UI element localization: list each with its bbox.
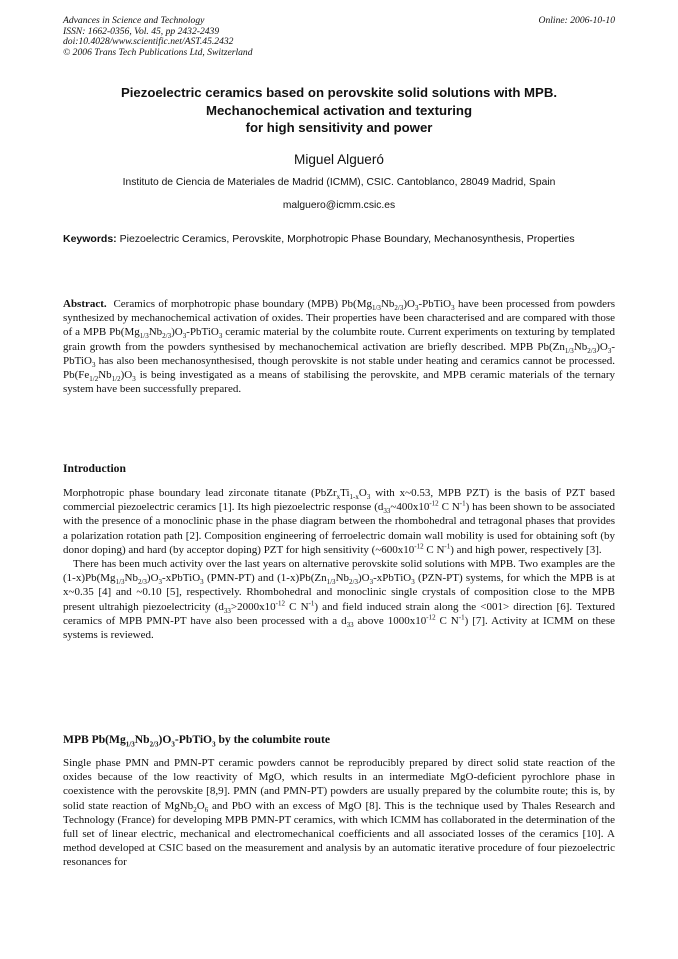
- abstract-text: -PbTiO: [186, 326, 219, 339]
- body-text: -xPbTiO: [162, 572, 201, 585]
- body-text: >2000x10: [230, 600, 276, 613]
- title-line-3: for high sensitivity and power: [245, 120, 433, 135]
- body-text: (PZN-PT) systems, for which the MPB is at x~0.35 [4] and ~0.10 [5], respectively. Rhombohedral and monoclinic single crystals of composition close to the MPB present ultrahigh piezoelectricity (d: [63, 572, 615, 613]
- subscript: 3: [182, 332, 187, 341]
- body-text: (PMN-PT) and (1-x)Pb(Zn: [203, 572, 327, 585]
- intro-paragraph-2: [63, 557, 615, 642]
- body-text: Nb: [124, 572, 138, 585]
- superscript: -12: [275, 598, 285, 607]
- subscript: 1/3: [125, 740, 135, 749]
- abstract-text: has also been mechanosynthesised, though perovskite is not stable under heating and ceramics cannot be processed. Pb(Fe: [63, 354, 615, 382]
- subscript: 3: [369, 578, 374, 587]
- author-email: malguero@icmm.csic.es: [282, 200, 396, 211]
- body-text: )O: [146, 572, 159, 585]
- body-text: and PbO with an excess of MgO [8]. This is the technique used by Thales Research and Technology (France) for developing MPB PMN-PT ceramics, with which ICMM has collaborated in the determination of the full set of linear electric, mechanical and electromechanical coefficients and all associated losses of the ceramics [10]. A method developed at CSIC based on the measurement and analysis by an automatic iterative procedure of four piezoelectric resonances for: [63, 799, 615, 869]
- subscript: 3: [91, 361, 96, 369]
- subscript: 2/3: [162, 332, 172, 341]
- subscript: 1/3: [139, 332, 149, 341]
- body-text: )O: [357, 572, 370, 585]
- abstract-text: )O: [403, 298, 415, 310]
- subscript: 1/3: [115, 578, 125, 587]
- body-text: Nb: [335, 572, 350, 585]
- body-text: C N: [435, 614, 459, 627]
- subscript: 3: [218, 332, 223, 341]
- abstract-text: )O: [171, 326, 183, 339]
- abstract-text: )O: [596, 340, 608, 353]
- abstract-text: is being investigated as a means of stabilising the perovskite, and MPB ceramic materials of the ternary system have been successfully prepared.: [63, 369, 615, 396]
- subscript: 3: [451, 304, 455, 313]
- subscript: 6: [204, 805, 209, 814]
- subscript: 3: [200, 578, 204, 587]
- body-text: ) [7]. Activity at ICMM on these systems is reviewed.: [63, 614, 616, 642]
- subscript: 3: [607, 346, 612, 355]
- subscript: 3: [212, 740, 216, 749]
- body-text: C N: [284, 600, 309, 613]
- abstract-text: ceramic material by the columbite route. Current experiments on texturing by templated grain growth from the powders synthesised by mechanochemical activation are briefly described. MPB Pb(Zn: [63, 326, 615, 353]
- abstract-label: Abstract.: [63, 298, 107, 310]
- keywords-text: Piezoelectric Ceramics, Perovskite, Morphotropic Phase Boundary, Mechanosynthesis, Properties: [119, 233, 575, 245]
- author-name: Miguel Algueró: [294, 152, 384, 167]
- intro-paragraph-1: [63, 486, 615, 557]
- heading-text: by the columbite route: [215, 733, 331, 746]
- subscript: 3: [366, 493, 371, 502]
- subscript: 3: [132, 375, 136, 384]
- doi-line: doi:10.4028/www.scientific.net/AST.45.2432: [63, 36, 234, 48]
- issn-line: ISSN: 1662-0356, Vol. 45, pp 2432-2439: [63, 25, 220, 37]
- subscript: 1/2: [89, 375, 99, 384]
- body-text: There has been much activity over the last years on alternative perovskite solid solutions with MPB. Two examples are the (1-x)Pb(Mg: [63, 558, 615, 585]
- abstract-text: Nb: [148, 326, 163, 339]
- subscript: x: [336, 493, 341, 502]
- keywords-label: Keywords:: [63, 233, 117, 245]
- subscript: 2/3: [587, 346, 597, 355]
- abstract-text: Nb: [98, 369, 112, 382]
- abstract-text: )O: [120, 369, 133, 382]
- heading-text: MPB Pb(Mg: [63, 733, 126, 746]
- subscript: 3: [171, 740, 175, 749]
- subscript: 1/2: [111, 375, 121, 384]
- paper-title: [50, 84, 628, 137]
- journal-name: Advances in Science and Technology: [63, 15, 205, 26]
- columbite-section-body: [63, 756, 615, 870]
- subscript: 3: [158, 578, 163, 587]
- columbite-paragraph-1: [63, 756, 615, 870]
- abstract: [63, 297, 615, 396]
- superscript: -1: [459, 499, 466, 508]
- subscript: 3: [414, 304, 419, 313]
- subscript: 33: [346, 621, 354, 630]
- subscript: 2/3: [349, 578, 358, 587]
- heading-text: Nb: [134, 733, 150, 746]
- superscript: -1: [444, 542, 451, 551]
- body-text: O: [196, 799, 205, 812]
- superscript: -12: [429, 499, 439, 508]
- subscript: 33: [223, 606, 231, 615]
- title-line-2: Mechanochemical activation and texturing: [205, 102, 472, 118]
- subscript: 3: [411, 578, 415, 587]
- keywords: [63, 233, 615, 247]
- subscript: 2/3: [394, 304, 404, 313]
- abstract-text: Nb: [573, 340, 588, 353]
- body-text: ~400x10: [390, 501, 430, 514]
- body-text: Morphotropic phase boundary lead zirconate titanate (PbZr: [63, 487, 337, 499]
- online-date: Online: 2006-10-10: [538, 15, 615, 26]
- author-affiliation: Instituto de Ciencia de Materiales de Madrid (ICMM), CSIC. Cantoblanco, 28049 Madrid, Spain: [122, 177, 556, 188]
- body-text: -xPbTiO: [373, 572, 412, 585]
- subscript: 33: [383, 507, 391, 516]
- superscript: -12: [426, 613, 436, 622]
- body-text: ) has been shown to be associated with the presence of a monoclinic phase in the phase diagram between the rhombohedral and tetragonal phases that provides a polarization rotation path [2]. Composition engineering of ferroelectric domain wall mobility is used for obtaining soft (by donor doping) and hard (by acceptor doping) PZT for high sensitivity (~600x10: [63, 501, 616, 556]
- superscript: -1: [458, 613, 465, 622]
- subscript: 1/3: [371, 304, 381, 313]
- body-text: ) and field induced strain along the <001> direction [6]. Textured ceramics of MPB PMN-PT have also been processed with a d: [63, 600, 616, 627]
- body-text: C N: [423, 543, 445, 556]
- body-text: O: [358, 487, 367, 499]
- body-text: Ti: [340, 487, 350, 499]
- body-text: C N: [438, 501, 460, 514]
- copyright-line: © 2006 Trans Tech Publications Ltd, Switzerland: [63, 46, 253, 58]
- superscript: -12: [414, 542, 424, 551]
- heading-text: -PbTiO: [174, 733, 213, 746]
- subscript: 1/3: [326, 578, 336, 587]
- heading-text: )O: [158, 733, 172, 746]
- section-heading-introduction: Introduction: [63, 462, 126, 475]
- subscript: 1-x: [349, 493, 359, 502]
- abstract-text: have been processed from powders synthesized by mechanochemical activation of oxides. Their properties have been characterised and are compared with those of a MPB Pb(Mg: [63, 298, 616, 339]
- body-text: ) and high power, respectively [3].: [450, 543, 602, 556]
- subscript: 2/3: [149, 740, 159, 749]
- abstract-text: -PbTiO: [63, 340, 615, 367]
- subscript: 2/3: [137, 578, 147, 587]
- title-line-1: Piezoelectric ceramics based on perovskite solid solutions with MPB.: [120, 85, 558, 100]
- subscript: 1/3: [564, 346, 574, 355]
- body-text: above 1000x10: [353, 614, 427, 627]
- abstract-text: -PbTiO: [418, 298, 452, 310]
- body-text: with x~0.53, MPB PZT) is the basis of PZT based commercial piezoelectric ceramics [1]. Its high piezoelectric response (d: [63, 487, 615, 514]
- journal-header: [63, 16, 615, 58]
- abstract-paragraph: [63, 297, 615, 396]
- abstract-text: Nb: [380, 298, 395, 310]
- subscript: 2: [193, 805, 197, 814]
- superscript: -1: [308, 598, 315, 607]
- abstract-text: Ceramics of morphotropic phase boundary (MPB) Pb(Mg: [113, 298, 372, 310]
- section-heading-columbite: [63, 733, 615, 749]
- body-text: Single phase PMN and PMN-PT ceramic powders cannot be reproducibly prepared by direct solid state reaction of the oxides because of the low reactivity of MgO, which results in an intermediate MgO-deficient pyrochlore phase in coexistence with the perovskite [8,9]. PMN (and PMN-PT) powders are usually prepared by the columbite route; this is, by solid state reaction of MgNb: [63, 757, 615, 812]
- introduction-body: [63, 486, 615, 642]
